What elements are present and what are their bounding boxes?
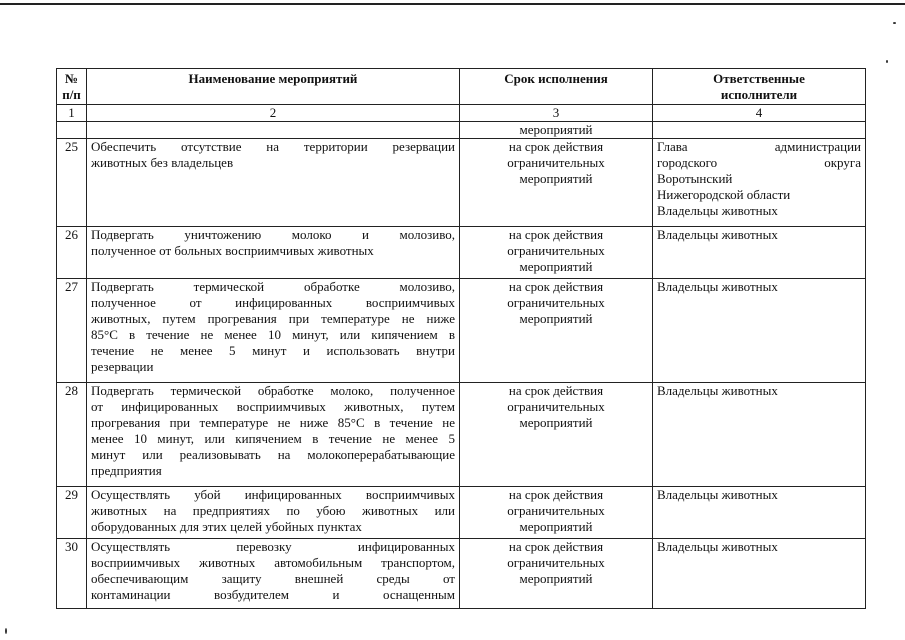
cell-text-line: на срок действия [508,139,604,154]
top-scan-rule [0,3,905,5]
column-index: 3 [460,105,653,122]
cell-text-line: Воротынский [657,171,733,186]
cell-text-line: 85°С в течение не менее 10 минут, или кипячением в [91,327,455,342]
cell-text-line: прогревания при температуре не ниже 85°С в течение не [91,415,455,430]
row-number: 27 [57,279,87,383]
cell-text-line: Осуществлять перевозку инфицированных [91,539,455,554]
row-number: 28 [57,383,87,487]
cell-text-line: на срок действия [508,539,604,554]
measure-name [87,383,460,487]
table-row [57,487,866,539]
cell-text-line: на срок действия [508,279,604,294]
scan-speck [893,22,896,24]
cell-text-line: животных на предприятиях по убою животных или [91,503,455,518]
cell-text-line: контаминации возбудителем и оснащенным [91,587,455,602]
row-number: 30 [57,539,87,609]
measure-term [460,139,653,227]
cell-text-line: течение не менее 5 минут и использовать внутри [91,343,455,358]
table-row [57,279,866,383]
column-index: 4 [653,105,866,122]
header-number: № п/п [57,69,87,105]
cell-text-line: Нижегородской области [657,187,791,202]
measure-term [460,227,653,279]
table-header-row [57,69,866,105]
cell-text-line: полученное от инфицированных восприимчивых [91,295,455,310]
continued-name [87,122,460,139]
measure-term [460,279,653,383]
cell-text-line: животных без владельцев [91,155,234,170]
measure-responsible [653,487,866,539]
cell-text-line: Глава администрации [657,139,861,154]
table-row [57,227,866,279]
continued-number [57,122,87,139]
measure-responsible [653,139,866,227]
cell-text-line: животных, путем прогревания при температуре не ниже [91,311,455,326]
cell-text-line: оборудованных для этих целей убойных пунктах [91,519,362,534]
measures-table [56,68,866,609]
cell-text-line: ограничительных [507,243,605,258]
cell-text-line: Владельцы животных [657,539,778,554]
cell-text-line: предприятия [91,463,162,478]
cell-text-line: Владельцы животных [657,487,778,502]
continued-responsible [653,122,866,139]
cell-text-line: минут или реализовывать на молокоперерабатывающие [91,447,455,462]
cell-text-line: от инфицированных восприимчивых животных, путем [91,399,455,414]
cell-text-line: ограничительных [507,295,605,310]
cell-text-line: ограничительных [507,399,605,414]
measure-responsible [653,383,866,487]
cell-text-line: на срок действия [508,227,604,242]
cell-text-line: ограничительных [507,555,605,570]
row-number: 29 [57,487,87,539]
cell-text-line: восприимчивых животных автомобильным транспортом, [91,555,455,570]
cell-text-line: городского округа [657,155,861,170]
measure-responsible [653,227,866,279]
cell-text-line: мероприятий [519,519,593,534]
cell-text-line: ограничительных [507,503,605,518]
cell-text-line: Владельцы животных [657,383,778,398]
continued-term: мероприятий [460,122,653,139]
table-row [57,139,866,227]
cell-text-line: полученное от больных восприимчивых животных [91,243,374,258]
cell-text-line: мероприятий [519,415,593,430]
measure-name [87,539,460,609]
cell-text-line: Владельцы животных [657,279,778,294]
cell-text-line: обеспечивающим защиту внешней среды от [91,571,455,586]
cell-text-line: Подвергать термической обработке молозиво, [91,279,455,294]
cell-text-line: ограничительных [507,155,605,170]
measure-term [460,383,653,487]
column-index: 1 [57,105,87,122]
cell-text-line: на срок действия [508,383,604,398]
continued-row [57,122,866,139]
measure-name [87,279,460,383]
scan-speck [886,60,888,63]
cell-text-line: резервации [91,359,154,374]
column-index: 2 [87,105,460,122]
cell-text-line: Подвергать термической обработке молоко, полученное [91,383,455,398]
cell-text-line: Подвергать уничтожению молоко и молозиво, [91,227,455,242]
table-row [57,383,866,487]
header-term: Срок исполнения [460,69,653,105]
cell-text-line: мероприятий [519,259,593,274]
cell-text-line: Осуществлять убой инфицированных восприимчивых [91,487,455,502]
cell-text-line: менее 10 минут, или кипячением в течение не менее 5 [91,431,455,446]
measure-name [87,487,460,539]
scan-speck [5,628,7,634]
table-row [57,539,866,609]
row-number: 26 [57,227,87,279]
header-measure-name: Наименование мероприятий [87,69,460,105]
cell-text-line: Владельцы животных [657,227,778,242]
measure-name [87,227,460,279]
cell-text-line: мероприятий [519,171,593,186]
measure-responsible [653,539,866,609]
measure-term [460,487,653,539]
measure-term [460,539,653,609]
cell-text-line: Владельцы животных [657,203,778,218]
measure-responsible [653,279,866,383]
cell-text-line: Обеспечить отсутствие на территории резервации [91,139,455,154]
row-number: 25 [57,139,87,227]
column-index-row [57,105,866,122]
cell-text-line: на срок действия [508,487,604,502]
cell-text-line: мероприятий [519,571,593,586]
header-responsible: Ответственные исполнители [653,69,866,105]
measure-name [87,139,460,227]
cell-text-line: мероприятий [519,311,593,326]
